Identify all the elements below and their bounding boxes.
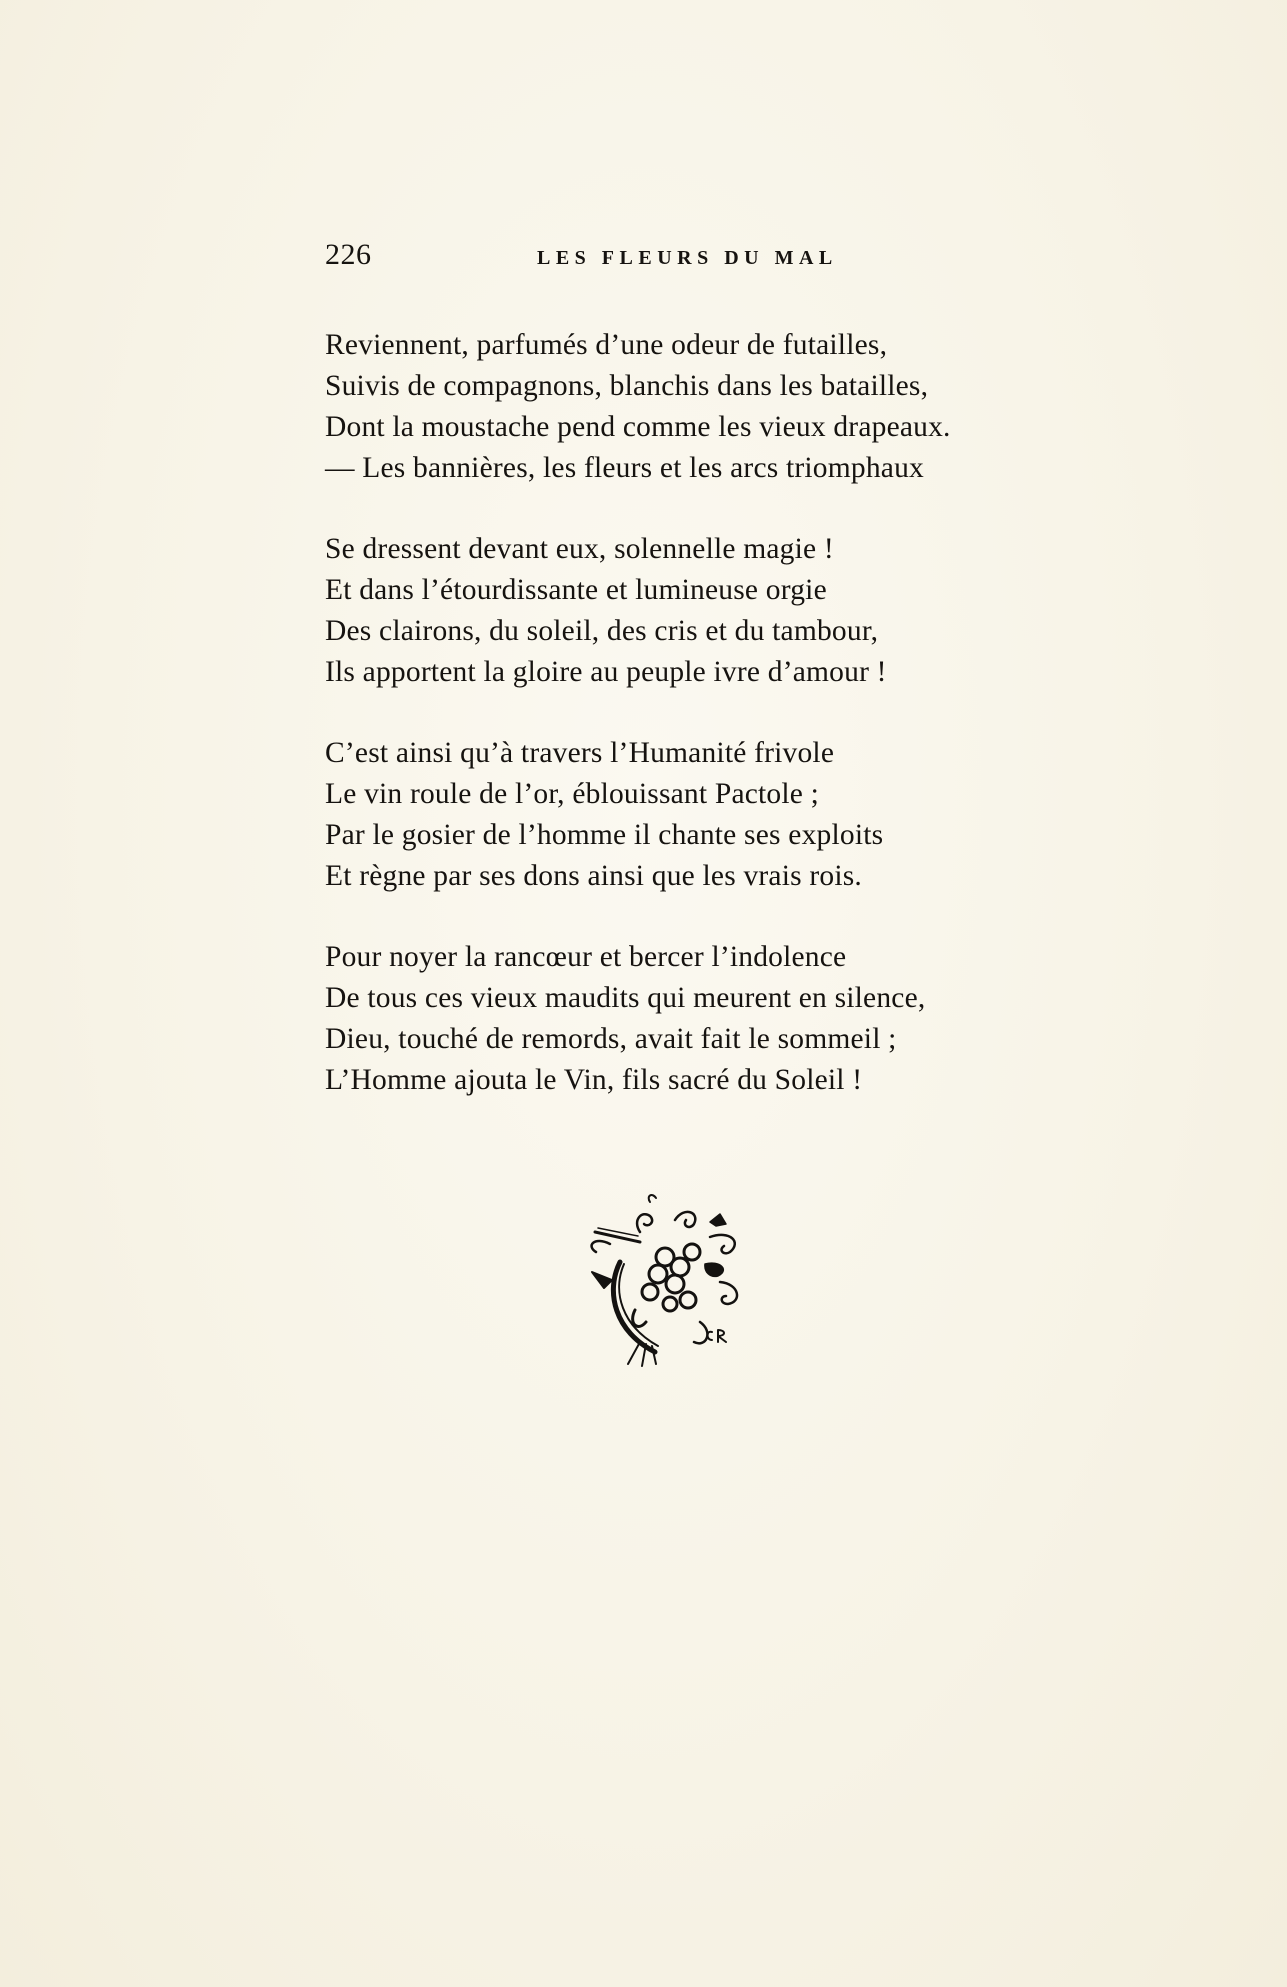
verse-line: De tous ces vieux maudits qui meurent en silence, — [325, 982, 926, 1014]
stanza-4 — [325, 937, 1085, 1101]
poem-text — [325, 325, 1085, 1141]
stanza-2 — [325, 529, 1085, 693]
verse-line: Suivis de compagnons, blanchis dans les batailles, — [325, 370, 929, 402]
verse-line: Dieu, touché de remords, avait fait le sommeil ; — [325, 1023, 897, 1055]
verse-line: Dont la moustache pend comme les vieux drapeaux. — [325, 411, 951, 443]
page-number: 226 — [325, 238, 372, 271]
verse-line: Et dans l’étourdissante et lumineuse orgie — [325, 574, 827, 606]
verse-line: Par le gosier de l’homme il chante ses exploits — [325, 819, 884, 851]
stanza-1 — [325, 325, 1085, 489]
verse-line: Le vin roule de l’or, éblouissant Pactole ; — [325, 778, 820, 810]
stanza-3 — [325, 733, 1085, 897]
verse-line: Reviennent, parfumés d’une odeur de futailles, — [325, 329, 888, 361]
verse-line: L’Homme ajouta le Vin, fils sacré du Soleil ! — [325, 1064, 863, 1096]
verse-line: Des clairons, du soleil, des cris et du tambour, — [325, 615, 879, 647]
verse-line: — Les bannières, les fleurs et les arcs triomphaux — [325, 452, 924, 484]
verse-line: Se dressent devant eux, solennelle magie ! — [325, 533, 834, 565]
book-title: LES FLEURS DU MAL — [537, 247, 838, 269]
verse-line: Ils apportent la gloire au peuple ivre d’amour ! — [325, 656, 887, 688]
verse-line: C’est ainsi qu’à travers l’Humanité frivole — [325, 737, 835, 769]
verse-line: Et règne par ses dons ainsi que les vrais rois. — [325, 860, 863, 892]
running-head — [325, 238, 1025, 278]
vine-vignette-icon — [580, 1192, 760, 1372]
verse-line: Pour noyer la rancœur et bercer l’indolence — [325, 941, 847, 973]
